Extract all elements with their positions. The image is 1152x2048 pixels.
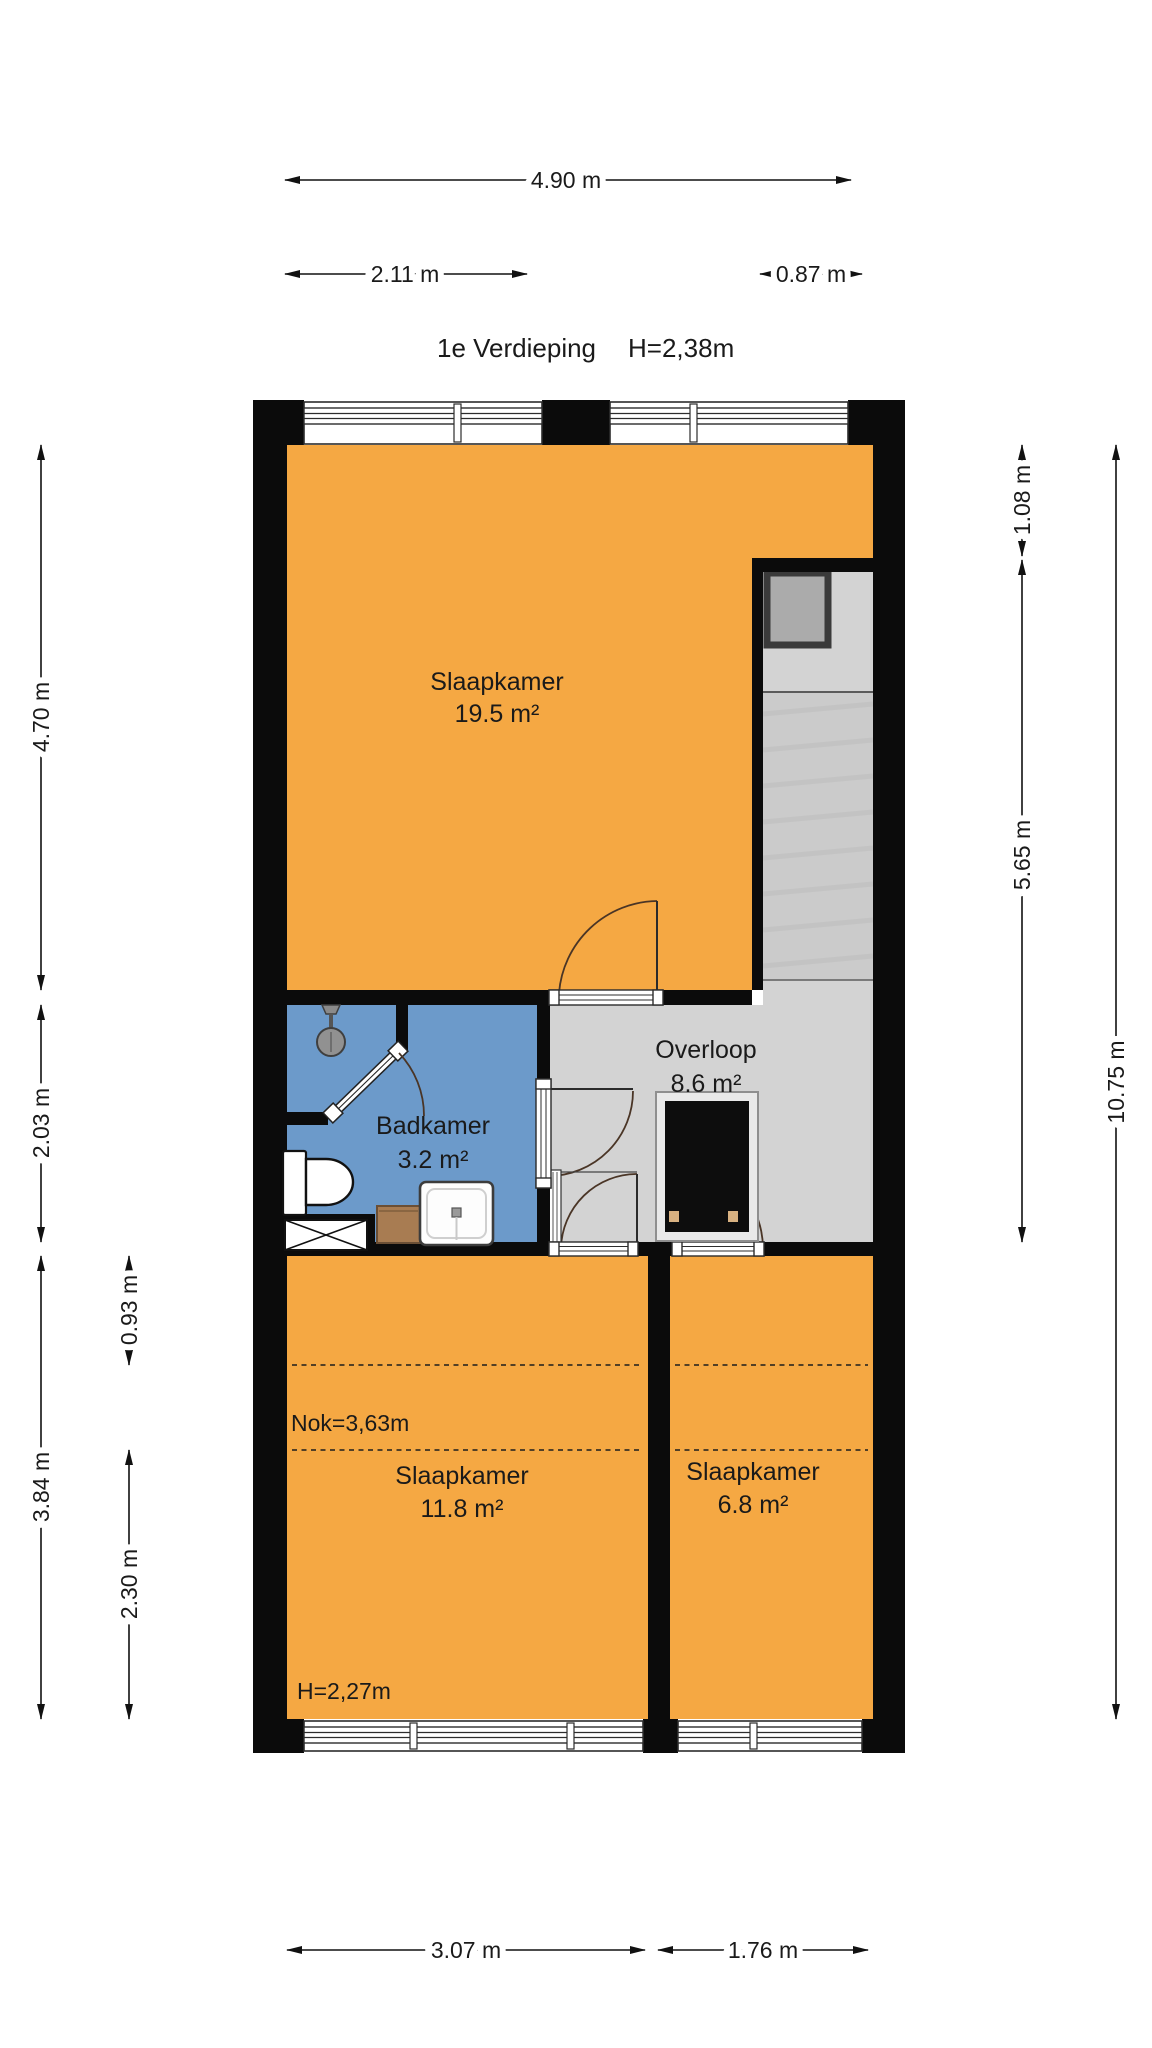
knee-height-note: H=2,27m [297, 1678, 391, 1704]
door-slaapkamer-1 [549, 990, 663, 1005]
dim-left-bathroom: 2.03 m [28, 1087, 54, 1159]
door-badkamer [536, 1079, 551, 1188]
dim-left-knee: 0.93 m [116, 1274, 142, 1346]
label-badkamer-name: Badkamer [376, 1112, 490, 1140]
newel-post [669, 1211, 679, 1222]
washing-machine [285, 1220, 367, 1250]
label-slaapkamer-3-name: Slaapkamer [686, 1458, 820, 1486]
window-top-right [610, 402, 848, 444]
dim-top-right: 0.87 m [775, 261, 847, 287]
ridge-height-note: Nok=3,63m [291, 1410, 410, 1436]
label-slaapkamer-3-area: 6.8 m² [717, 1491, 789, 1519]
dim-right-total: 10.75 m [1103, 1040, 1129, 1124]
ceiling-height-label: H=2,38m [628, 333, 735, 363]
dim-top-left: 2.11 m [370, 261, 440, 287]
label-slaapkamer-2-area: 11.8 m² [420, 1495, 504, 1523]
door-slaapkamer-3 [672, 1242, 764, 1256]
staircase-up [763, 692, 873, 980]
dim-left-bedroom1: 4.70 m [28, 681, 54, 753]
label-badkamer-area: 3.2 m² [397, 1146, 469, 1174]
cabinet [377, 1206, 420, 1243]
floor-title: 1e Verdieping [437, 333, 597, 363]
label-overloop-area: 8.6 m² [670, 1070, 742, 1098]
room-slaapkamer-3 [670, 1256, 873, 1719]
shower-tray [420, 1182, 493, 1245]
window-bottom-right [678, 1721, 862, 1751]
newel-post [728, 1211, 738, 1222]
door-slaapkamer-2 [549, 1242, 638, 1256]
label-overloop-name: Overloop [655, 1036, 757, 1064]
dim-right-middle: 5.65 m [1009, 819, 1035, 891]
dim-bottom-right: 1.76 m [727, 1937, 799, 1963]
shaft-closet [767, 573, 828, 645]
dim-left-inner: 2.30 m [116, 1548, 142, 1620]
stairwell-void [656, 1092, 758, 1241]
label-slaapkamer-1-name: Slaapkamer [430, 668, 564, 696]
label-slaapkamer-1-area: 19.5 m² [454, 700, 540, 728]
window-top-left [304, 402, 542, 444]
dim-bottom-left: 3.07 m [430, 1937, 502, 1963]
dim-top-total: 4.90 m [530, 167, 602, 193]
label-slaapkamer-2-name: Slaapkamer [395, 1462, 529, 1490]
window-bottom-left [304, 1721, 643, 1751]
dim-left-bedroom2: 3.84 m [28, 1451, 54, 1523]
dim-right-top: 1.08 m [1009, 464, 1035, 536]
